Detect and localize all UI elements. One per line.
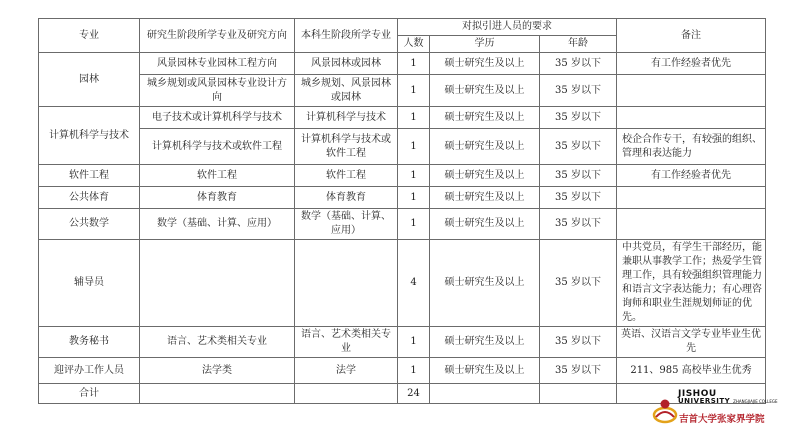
count-cell: 1 <box>398 209 430 240</box>
note-cell: 校企合作专干，有较强的组织、管理和表达能力 <box>617 129 766 165</box>
edu-cell: 硕士研究生及以上 <box>430 358 540 384</box>
grad-cell: 城乡规划或风景园林专业设计方向 <box>140 75 295 107</box>
major-cell: 公共数学 <box>39 209 140 240</box>
major-cell: 计算机科学与技术 <box>39 107 140 165</box>
grad-cell: 法学类 <box>140 358 295 384</box>
edu-cell: 硕士研究生及以上 <box>430 53 540 75</box>
count-cell: 1 <box>398 129 430 165</box>
age-cell: 35 岁以下 <box>540 129 617 165</box>
note-cell: 英语、汉语言文学专业毕业生优先 <box>617 327 766 358</box>
age-cell: 35 岁以下 <box>540 107 617 129</box>
note-cell: 有工作经验者优先 <box>617 165 766 187</box>
edu-cell: 硕士研究生及以上 <box>430 209 540 240</box>
edu-cell: 硕士研究生及以上 <box>430 327 540 358</box>
grad-cell: 软件工程 <box>140 165 295 187</box>
age-cell: 35 岁以下 <box>540 187 617 209</box>
edu-cell: 硕士研究生及以上 <box>430 240 540 327</box>
total-label: 合计 <box>39 384 140 404</box>
logo-chinese-name: 吉首大学张家界学院 <box>679 414 765 425</box>
age-cell: 35 岁以下 <box>540 75 617 107</box>
note-cell: 中共党员，有学生干部经历，能兼职从事教学工作；热爱学生管理工作，具有较强组织管理能力和语言文字表达能力；有心理咨询师和职业生涯规划师证的优先。 <box>617 240 766 327</box>
header-requirements: 对拟引进人员的要求 <box>398 19 617 36</box>
note-cell <box>617 209 766 240</box>
logo-en2: UNIVERSITY <box>678 397 731 405</box>
table-row <box>39 165 766 187</box>
count-cell: 1 <box>398 327 430 358</box>
empty-cell <box>540 384 617 404</box>
recruitment-table <box>38 18 766 404</box>
age-cell: 35 岁以下 <box>540 240 617 327</box>
major-cell: 迎评办工作人员 <box>39 358 140 384</box>
grad-cell: 风景园林专业园林工程方向 <box>140 53 295 75</box>
logo-english-name <box>678 389 778 405</box>
undergrad-cell: 语言、艺术类相关专业 <box>295 327 398 358</box>
logo-sub: ZHANGJIAJIE COLLEGE <box>733 399 778 404</box>
table-row <box>39 53 766 75</box>
undergrad-cell: 计算机科学与技术或软件工程 <box>295 129 398 165</box>
age-cell: 35 岁以下 <box>540 53 617 75</box>
table-row <box>39 187 766 209</box>
undergrad-cell: 软件工程 <box>295 165 398 187</box>
major-cell: 园林 <box>39 53 140 107</box>
undergrad-cell: 计算机科学与技术 <box>295 107 398 129</box>
header-count: 人数 <box>398 36 430 53</box>
major-cell: 公共体育 <box>39 187 140 209</box>
header-major: 专业 <box>39 19 140 53</box>
grad-cell: 计算机科学与技术或软件工程 <box>140 129 295 165</box>
count-cell: 1 <box>398 53 430 75</box>
age-cell: 35 岁以下 <box>540 209 617 240</box>
logo-en-line2 <box>678 397 778 405</box>
logo-en-line1: JISHOU <box>678 389 717 399</box>
header-notes: 备注 <box>617 19 766 53</box>
note-cell <box>617 75 766 107</box>
major-cell: 辅导员 <box>39 240 140 327</box>
table-row <box>39 107 766 129</box>
grad-cell: 数学（基础、计算、应用） <box>140 209 295 240</box>
grad-cell: 体育教育 <box>140 187 295 209</box>
edu-cell: 硕士研究生及以上 <box>430 129 540 165</box>
table-row <box>39 358 766 384</box>
age-cell: 35 岁以下 <box>540 165 617 187</box>
header-row <box>39 19 766 36</box>
university-logo <box>652 389 780 431</box>
table-row <box>39 129 766 165</box>
note-cell <box>617 187 766 209</box>
empty-cell <box>140 384 295 404</box>
table-row <box>39 240 766 327</box>
undergrad-cell: 风景园林或园林 <box>295 53 398 75</box>
undergrad-cell: 数学（基础、计算、应用） <box>295 209 398 240</box>
age-cell: 35 岁以下 <box>540 327 617 358</box>
table-row <box>39 209 766 240</box>
note-cell: 211、985 高校毕业生优秀 <box>617 358 766 384</box>
undergrad-cell: 法学 <box>295 358 398 384</box>
note-cell <box>617 107 766 129</box>
undergrad-cell: 体育教育 <box>295 187 398 209</box>
major-cell: 教务秘书 <box>39 327 140 358</box>
undergrad-cell: 城乡规划、风景园林或园林 <box>295 75 398 107</box>
grad-cell <box>140 240 295 327</box>
edu-cell: 硕士研究生及以上 <box>430 107 540 129</box>
undergrad-cell <box>295 240 398 327</box>
header-undergrad-major: 本科生阶段所学专业 <box>295 19 398 53</box>
count-cell: 1 <box>398 358 430 384</box>
age-cell: 35 岁以下 <box>540 358 617 384</box>
note-cell: 有工作经验者优先 <box>617 53 766 75</box>
header-age: 年龄 <box>540 36 617 53</box>
university-emblem-icon <box>652 395 678 425</box>
count-cell: 4 <box>398 240 430 327</box>
count-cell: 1 <box>398 107 430 129</box>
edu-cell: 硕士研究生及以上 <box>430 75 540 107</box>
grad-cell: 语言、艺术类相关专业 <box>140 327 295 358</box>
count-cell: 1 <box>398 165 430 187</box>
table-row <box>39 75 766 107</box>
major-cell: 软件工程 <box>39 165 140 187</box>
total-count: 24 <box>398 384 430 404</box>
count-cell: 1 <box>398 75 430 107</box>
grad-cell: 电子技术或计算机科学与技术 <box>140 107 295 129</box>
empty-cell <box>295 384 398 404</box>
count-cell: 1 <box>398 187 430 209</box>
edu-cell: 硕士研究生及以上 <box>430 165 540 187</box>
empty-cell <box>430 384 540 404</box>
edu-cell: 硕士研究生及以上 <box>430 187 540 209</box>
header-education: 学历 <box>430 36 540 53</box>
table-row <box>39 327 766 358</box>
header-grad-major: 研究生阶段所学专业及研究方向 <box>140 19 295 53</box>
